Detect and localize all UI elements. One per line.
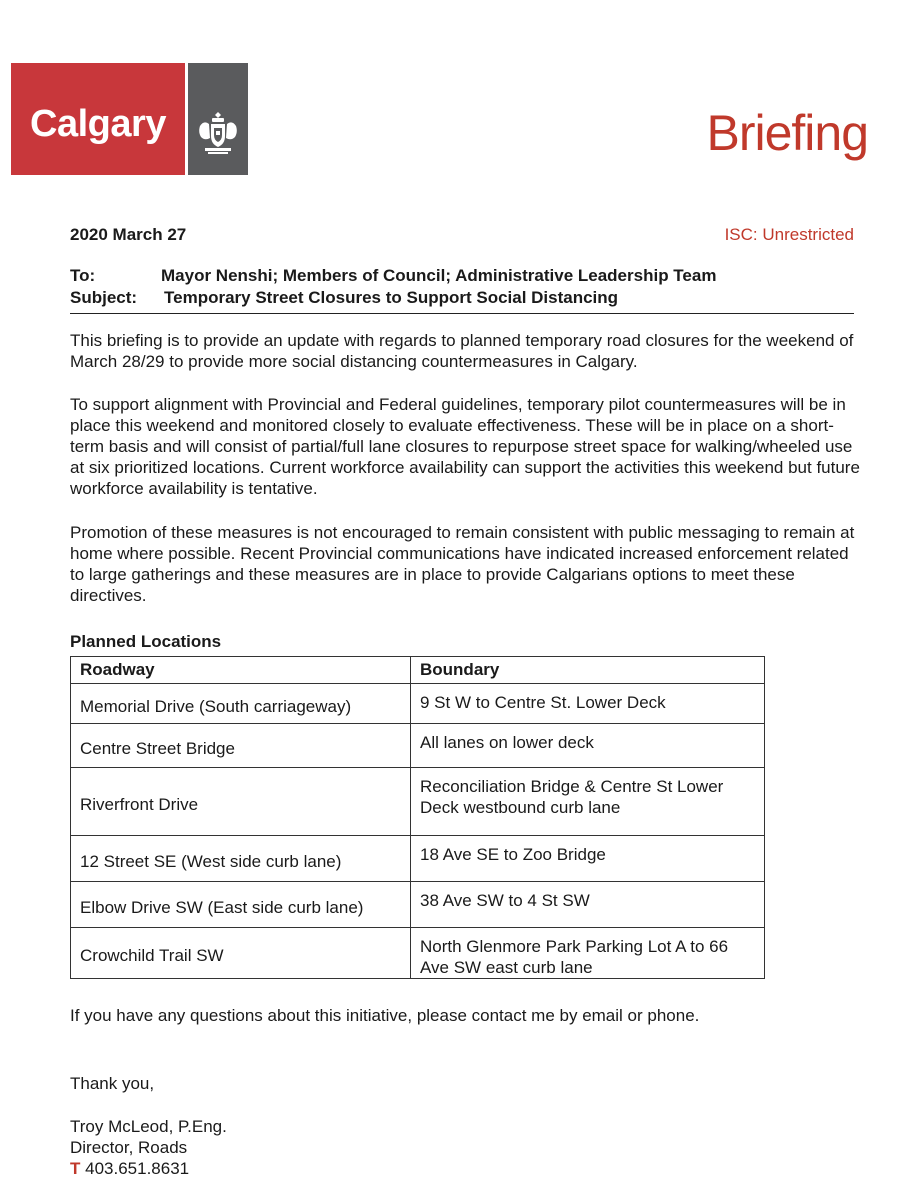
locations-table	[70, 656, 765, 979]
paragraph-intro: This briefing is to provide an update with regards to planned temporary road closures for the weekend of March 28/29 to provide more social distancing countermeasures in Calgary.	[70, 331, 854, 371]
signer-position: Director, Roads	[70, 1138, 188, 1157]
table-row	[71, 928, 765, 979]
roadway-cell: Crowchild Trail SW	[71, 928, 411, 979]
subject-label: Subject:	[70, 288, 138, 307]
thanks-line: Thank you,	[70, 1074, 155, 1093]
city-logo	[11, 63, 248, 175]
logo-wordmark: Calgary	[30, 102, 166, 145]
boundary-cell: North Glenmore Park Parking Lot A to 66 Ave SW east curb lane	[411, 928, 765, 979]
logo-grey-panel	[188, 63, 248, 175]
paragraph-promotion: Promotion of these measures is not encouraged to remain consistent with public messaging to remain at home where possible. Recent Provincial communications have indicated increased enforcement related to large gatherings and these measures are in place to provide Calgarians options to meet these directives.	[70, 523, 855, 605]
phone-line	[70, 1158, 227, 1179]
paragraph-alignment: To support alignment with Provincial and Federal guidelines, temporary pilot countermeasures will be in place this weekend and monitored closely to evaluate effectiveness. These will be in place on a short-term basis and will consist of partial/full lane closures to repurpose street space for walking/wheeled use at six prioritized locations. Current workforce availability can support the activities this weekend but future workforce availability is tentative.	[70, 395, 860, 498]
roadway-cell: Riverfront Drive	[71, 768, 411, 836]
to-recipients: Mayor Nenshi; Members of Council; Administrative Leadership Team	[161, 266, 717, 285]
roadway-cell: Elbow Drive SW (East side curb lane)	[71, 882, 411, 928]
subject-text: Temporary Street Closures to Support Social Distancing	[164, 288, 619, 307]
boundary-cell: 38 Ave SW to 4 St SW	[411, 882, 765, 928]
signature-block	[70, 1116, 227, 1179]
boundary-cell: All lanes on lower deck	[411, 724, 765, 768]
subject-line	[70, 288, 618, 308]
contact-paragraph: If you have any questions about this initiative, please contact me by email or phone.	[70, 1006, 700, 1025]
document-title: Briefing	[706, 105, 868, 161]
roadway-cell: Centre Street Bridge	[71, 724, 411, 768]
table-row	[71, 882, 765, 928]
table-row	[71, 724, 765, 768]
to-label: To:	[70, 266, 96, 285]
table-row	[71, 768, 765, 836]
header-divider	[70, 313, 854, 314]
boundary-cell: 18 Ave SE to Zoo Bridge	[411, 836, 765, 882]
signer-name: Troy McLeod, P.Eng.	[70, 1117, 227, 1136]
phone-label: T	[70, 1159, 81, 1178]
phone-number[interactable]: 403.651.8631	[85, 1159, 190, 1178]
classification-label: ISC: Unrestricted	[724, 225, 854, 244]
column-header-roadway: Roadway	[71, 657, 411, 684]
planned-locations-heading: Planned Locations	[70, 632, 222, 651]
to-line	[70, 266, 716, 286]
table-row	[71, 684, 765, 724]
boundary-cell: 9 St W to Centre St. Lower Deck	[411, 684, 765, 724]
table-header-row	[71, 657, 765, 684]
column-header-boundary: Boundary	[411, 657, 765, 684]
roadway-cell: Memorial Drive (South carriageway)	[71, 684, 411, 724]
roadway-cell: 12 Street SE (West side curb lane)	[71, 836, 411, 882]
briefing-date: 2020 March 27	[70, 225, 187, 244]
coat-of-arms-icon	[195, 108, 241, 160]
logo-red-panel	[11, 63, 185, 175]
boundary-cell: Reconciliation Bridge & Centre St Lower Deck westbound curb lane	[411, 768, 765, 836]
table-row	[71, 836, 765, 882]
